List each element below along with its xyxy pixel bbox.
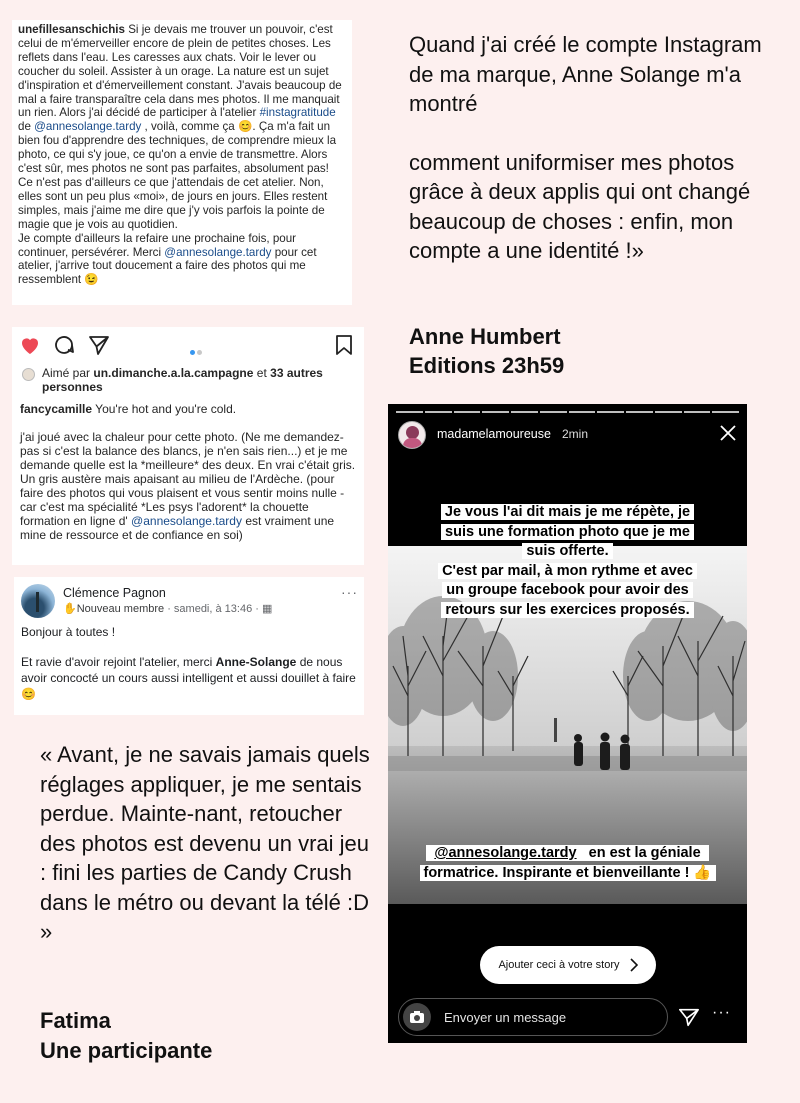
more-options-icon[interactable]: ··· — [712, 1004, 731, 1021]
liked-prefix: Aimé par — [42, 366, 91, 380]
fb-line-2: Et ravie d'avoir rejoint l'atelier, merci — [21, 655, 213, 669]
testimonial-quote-bottom: « Avant, je ne savais jamais quels réglages appliquer, je me sentais perdue. Mainte-nant, retoucher des photos est devenu un vrai jeu : fini les parties de Candy Crush dans le métro ou devant la télé :D » — [40, 742, 370, 944]
liked-count[interactable]: 33 autres personnes — [42, 366, 323, 394]
story-username[interactable]: madamelamoureuse — [437, 427, 551, 441]
story-text-bottom — [388, 844, 747, 883]
story-text-line: C'est par mail, à mon rythme et avec — [438, 563, 697, 579]
share-icon[interactable] — [87, 333, 111, 357]
author-role: Editions 23h59 — [409, 353, 565, 378]
testimonial-author-bottom — [40, 1006, 212, 1066]
member-badge-icon: ✋ — [63, 603, 77, 615]
bookmark-icon[interactable] — [332, 333, 356, 357]
carousel-dot — [197, 350, 202, 355]
story-progress-segment — [482, 411, 509, 413]
caption-text: , voilà, comme ça 😊. Ça m'a fait un bien fou d'apprendre des techniques, de comprendre mieux la photo, ce qui s'y joue, ce qu'on a envie de transmettre. Alors c'est sûr, mes photos ne sont pas parfaites, absolument pas! Ce n'est pas d'ailleurs ce que j'attendais de cet atelier. Non, elles sont un peu plus «moi», de jours en jours. Elles restent simples, mais j'aime me dire que j'y vois parfois la pointe de magie que je vois au quotidien. — [18, 120, 337, 231]
story-progress-segment — [626, 411, 653, 413]
fb-timestamp[interactable]: · samedi, à 13:46 · — [164, 603, 262, 615]
caption-username[interactable]: unefillesanschichis — [18, 23, 125, 36]
story-text-line: formatrice. Inspirante et bienveillante ! 👍 — [420, 865, 716, 881]
author-name: Anne Humbert — [409, 324, 561, 349]
story-progress-segment — [396, 411, 423, 413]
comment-icon[interactable] — [52, 333, 76, 357]
liked-by-avatar — [22, 368, 35, 381]
instagram-caption-card — [12, 20, 352, 305]
heart-icon[interactable] — [18, 333, 42, 357]
author-role: Une participante — [40, 1038, 213, 1063]
caption-text: pour cet atelier, j'arrive tout doucement a faire des photos qui me ressemblent 😉 — [18, 245, 317, 287]
story-progress-segment — [684, 411, 711, 413]
testimonial-quote-top — [409, 30, 769, 266]
story-text-top — [388, 503, 747, 620]
caption-text: Je compte d'ailleurs la refaire une prochaine fois, pour continuer, persévérer. Merci — [18, 231, 297, 259]
liked-and: et — [256, 366, 267, 380]
story-progress-segment — [540, 411, 567, 413]
post-caption-end: est vraiment une mine de ressource et de confiance en soi) — [20, 514, 335, 542]
facebook-post-card — [14, 577, 364, 715]
post-actions — [12, 327, 364, 365]
story-progress-segment — [597, 411, 624, 413]
send-icon[interactable] — [678, 1006, 700, 1028]
liked-user[interactable]: un.dimanche.a.la.campagne — [93, 366, 254, 380]
caption-text: de — [18, 120, 31, 134]
post-caption-body: j'ai joué avec la chaleur pour cette photo. (Ne me demandez-pas si c'est la balance des blancs, je n'en sais rien...) et je me demande quelle est la *meilleure* des deux. En vrai c'était gris. Un gris austère mais apaisant au milieu de l'Ardèche. (pour faire des photos qui vous plaisent et vous sentir moins nulle - car c'est ma spécialité *Les psys l'adorent* la chouette formation en ligne d' — [20, 430, 356, 528]
story-progress-segment — [569, 411, 596, 413]
story-progress-bar — [396, 411, 739, 413]
fb-line-1: Bonjour à toutes ! — [21, 625, 116, 639]
close-icon[interactable] — [719, 424, 737, 442]
carousel-dot-active — [190, 350, 195, 355]
story-progress-segment — [712, 411, 739, 413]
add-to-story-label: Ajouter ceci à votre story — [498, 959, 620, 971]
chevron-right-icon — [630, 958, 638, 972]
fb-line-2-mention[interactable]: Anne-Solange — [215, 655, 297, 669]
caption-paragraph — [18, 232, 346, 288]
more-options-icon[interactable]: ··· — [341, 584, 358, 600]
story-mention[interactable]: @annesolange.tardy — [430, 845, 580, 861]
testimonial-author-top — [409, 322, 564, 380]
liked-by — [22, 367, 362, 394]
story-text-line: retours sur les exercices proposés. — [441, 602, 693, 618]
author-name: Fatima — [40, 1008, 111, 1033]
fb-post-body — [21, 624, 359, 702]
caption-mention[interactable]: @annesolange.tardy — [164, 245, 272, 259]
story-text-line: un groupe facebook pour avoir des — [442, 582, 693, 598]
post-caption-mention[interactable]: @annesolange.tardy — [131, 514, 242, 528]
post-caption — [20, 402, 360, 542]
caption-hashtag[interactable]: #instagratitude — [259, 106, 336, 120]
caption-text: Si je devais me trouver un pouvoir, c'est celui de m'émerveiller encore de plein de petites choses. Les reflets dans l'eau. Les caresses aux chats. Voir le lever ou coucher du soleil. Assister à un orage. La nature est un sujet d'inspiration et d'émerveillement constant. J'avais beaucoup de mal a faire transparaître cela dans mes photos. Il me manquait un rien. Alors j'ai décidé de participer à l'atelier — [18, 23, 342, 120]
fb-line-2-end: de nous avoir concocté un cours aussi intelligent et aussi douillet à faire 😊 — [21, 655, 356, 701]
calendar-icon: ▦ — [261, 603, 273, 615]
avatar[interactable] — [398, 421, 426, 449]
instagram-story — [388, 404, 747, 1043]
post-caption-first: You're hot and you're cold. — [95, 402, 237, 416]
message-placeholder: Envoyer un message — [444, 1010, 567, 1025]
fb-post-meta — [63, 602, 272, 615]
avatar[interactable] — [21, 584, 55, 618]
story-progress-segment — [454, 411, 481, 413]
carousel-dots — [190, 342, 204, 360]
story-progress-segment — [655, 411, 682, 413]
story-progress-segment — [425, 411, 452, 413]
fb-member-badge: Nouveau membre — [76, 603, 165, 615]
add-to-story-button[interactable] — [480, 946, 656, 984]
camera-icon[interactable] — [403, 1003, 431, 1031]
quote-paragraph: comment uniformiser mes photos grâce à deux applis qui ont changé beaucoup de choses : enfin, mon compte a une identité !» — [409, 149, 751, 263]
story-progress-segment — [511, 411, 538, 413]
story-text-line: suis offerte. — [522, 543, 612, 559]
quote-paragraph: Quand j'ai créé le compte Instagram de ma marque, Anne Solange m'a montré — [409, 32, 762, 116]
caption-mention[interactable]: @annesolange.tardy — [34, 120, 142, 134]
story-time: 2min — [562, 427, 589, 441]
message-field[interactable] — [398, 998, 668, 1036]
story-text-line: Je vous l'ai dit mais je me répète, je — [441, 504, 694, 520]
story-text-line: en est la géniale — [585, 845, 705, 861]
fb-author-name[interactable]: Clémence Pagnon — [63, 586, 166, 600]
instagram-post-card — [12, 327, 364, 565]
post-caption-user[interactable]: fancycamille — [20, 402, 93, 416]
story-text-line: suis une formation photo que je me — [441, 524, 694, 540]
